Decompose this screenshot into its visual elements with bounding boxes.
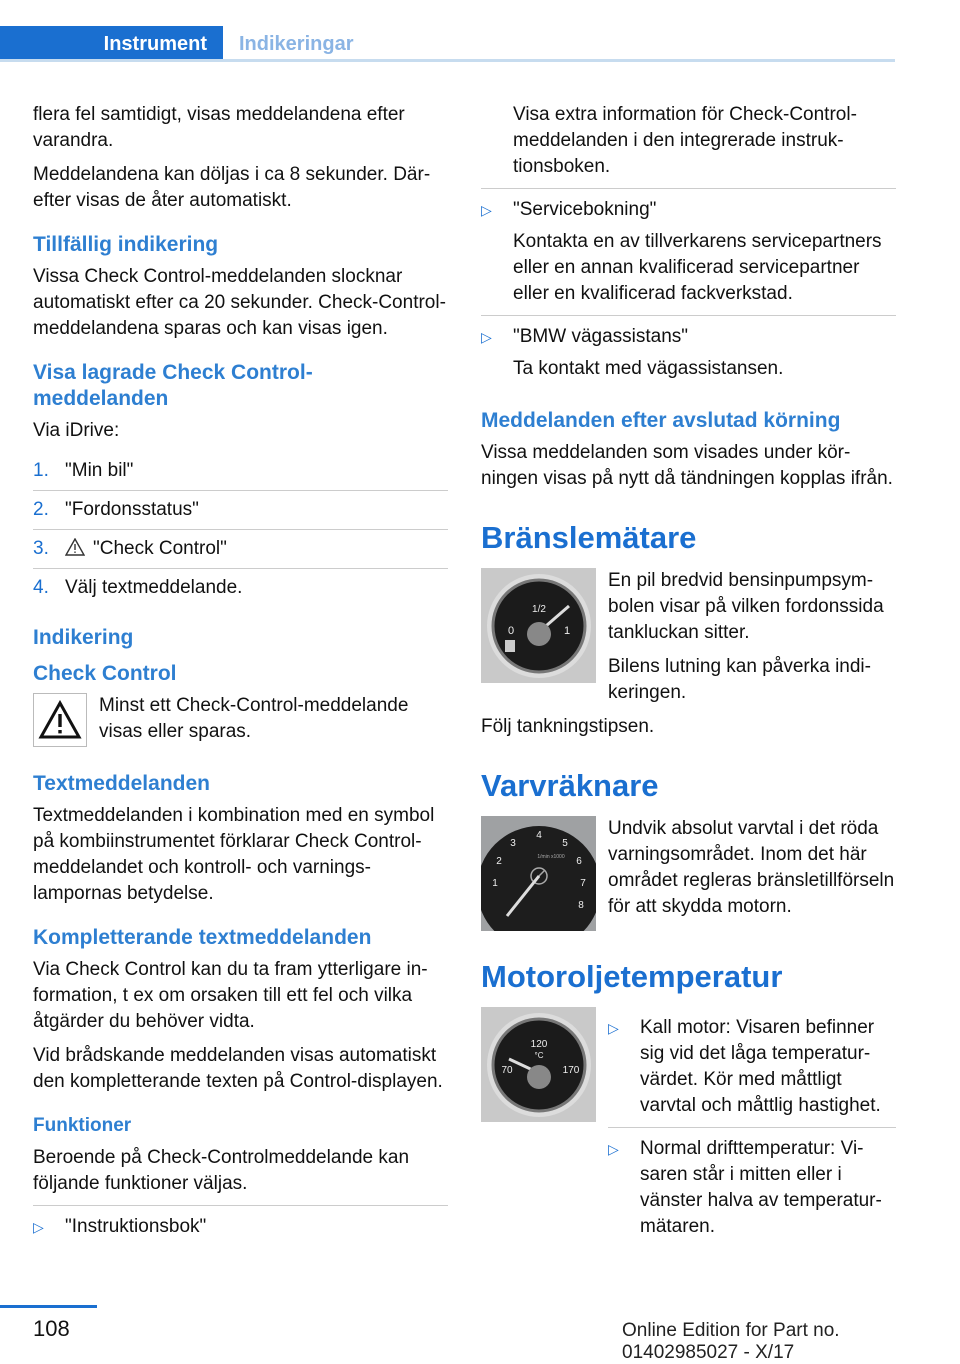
list-item bbox=[33, 568, 448, 607]
tab-instrument[interactable]: Instrument bbox=[0, 26, 223, 62]
list-item bbox=[33, 490, 448, 529]
header-bar bbox=[0, 26, 895, 62]
function-list bbox=[33, 1205, 448, 1248]
list-item bbox=[33, 529, 448, 568]
header-rule bbox=[0, 59, 895, 62]
heading-tillfallig: Tillfällig indikering bbox=[33, 233, 219, 256]
gauge-empty-label: 0 bbox=[507, 624, 514, 637]
heading-varvraknare: Varvräknare bbox=[481, 768, 659, 803]
tach-tick: 4 bbox=[536, 830, 542, 841]
paragraph: Vissa meddelanden som visades under körningen visas på nytt då tändningen kopplas ifrån. bbox=[481, 442, 893, 489]
list-item bbox=[481, 315, 896, 390]
heading-branslematare: Bränslemätare bbox=[481, 520, 697, 555]
fuel-gauge-image bbox=[481, 568, 596, 683]
heading-indikering: Indikering bbox=[33, 626, 134, 649]
oil-temp-list bbox=[608, 1007, 896, 1248]
triangle-bullet-icon: ▷ bbox=[608, 1141, 619, 1157]
left-column bbox=[33, 102, 448, 1248]
oil-gauge-mid-label: 120 bbox=[530, 1038, 547, 1050]
tachometer-row bbox=[481, 816, 896, 931]
triangle-bullet-icon: ▷ bbox=[33, 1219, 44, 1235]
item-text: Kontakta en av tillverkarens servicepartners eller en annan kvalificerad servicepartner eller en kvalificerad fackverkstad. bbox=[513, 231, 882, 304]
list-item bbox=[33, 1205, 448, 1248]
heading-motoroljetemperatur: Motoroljetemperatur bbox=[481, 959, 783, 994]
tach-tick: 5 bbox=[562, 838, 568, 849]
step-number: 3. bbox=[33, 538, 49, 559]
oil-gauge-high-label: 170 bbox=[562, 1064, 579, 1076]
item-title: "Servicebokning" bbox=[513, 199, 657, 220]
footer-rule bbox=[0, 1305, 97, 1308]
paragraph: Vid brådskande meddelanden visas automatiskt den kompletterande texten på Control-displayen. bbox=[33, 1045, 443, 1092]
oil-temp-gauge-image bbox=[481, 1007, 596, 1122]
triangle-bullet-icon: ▷ bbox=[481, 329, 492, 345]
gauge-full-label: 1 bbox=[563, 624, 570, 637]
item-title: "BMW vägassistans" bbox=[513, 326, 689, 347]
heading-funktioner: Funktioner bbox=[33, 1115, 132, 1136]
tach-tick: 8 bbox=[578, 900, 584, 911]
paragraph: Via iDrive: bbox=[33, 420, 120, 441]
edition-text: Online Edition for Part no. 01402985027 - X/17 bbox=[622, 1320, 840, 1363]
heading-lagrade: Visa lagrade Check Control-meddelanden bbox=[33, 361, 313, 410]
tachometer-image bbox=[481, 816, 596, 931]
paragraph: Via Check Control kan du ta fram ytterligare information, t ex om orsaken till ett fel och vilka åtgärder du behöver vidta. bbox=[33, 959, 428, 1032]
step-number: 1. bbox=[33, 460, 49, 481]
gauge-half-label: 1/2 bbox=[531, 603, 546, 615]
item-text: Normal drifttemperatur: Visaren står i mitten eller i vänster halva av temperaturmätaren. bbox=[640, 1138, 882, 1237]
fuel-gauge-row bbox=[481, 568, 896, 714]
item-text: Kall motor: Visaren befinner sig vid det låga temperaturvärdet. Kör med måttligt varvtal och måttlig hastighet. bbox=[640, 1017, 881, 1116]
list-item bbox=[481, 188, 896, 315]
tach-unit: 1/min x1000 bbox=[537, 854, 565, 860]
list-item bbox=[33, 452, 448, 490]
fuel-gauge-text bbox=[608, 568, 896, 714]
paragraph: Följ tankningstipsen. bbox=[481, 716, 655, 737]
heading-check-control: Check Control bbox=[33, 662, 177, 685]
paragraph: En pil bredvid bensinpumpsymbolen visar på vilken fordonssida tankluckan sitter. bbox=[608, 570, 884, 643]
heading-textmeddelanden: Textmeddelanden bbox=[33, 772, 210, 795]
paragraph: Textmeddelanden i kombination med en symbol på kombiinstrumentet förklarar Check Control-meddelandet och kontroll- och varningslampornas betydelse. bbox=[33, 805, 435, 904]
step-number: 4. bbox=[33, 577, 49, 598]
list-item bbox=[608, 1127, 896, 1248]
triangle-bullet-icon: ▷ bbox=[608, 1020, 619, 1036]
tach-tick: 7 bbox=[580, 878, 586, 889]
paragraph: Meddelandena kan döljas i ca 8 sekunder. Därefter visas de åter automatiskt. bbox=[33, 164, 431, 211]
step-text: "Min bil" bbox=[65, 460, 134, 481]
paragraph: Minst ett Check-Control-meddelande visas eller sparas. bbox=[99, 695, 409, 742]
paragraph: Beroende på Check-Controlmeddelande kan följande funktioner väljas. bbox=[33, 1147, 410, 1194]
right-column bbox=[481, 102, 896, 1248]
tach-tick: 1 bbox=[492, 878, 498, 889]
item-title: "Instruktionsbok" bbox=[65, 1216, 207, 1237]
oil-gauge-unit: °C bbox=[534, 1050, 543, 1060]
tab-indikeringar[interactable]: Indikeringar bbox=[239, 33, 354, 55]
oil-temp-row bbox=[481, 1007, 896, 1248]
list-item bbox=[608, 1007, 896, 1127]
paragraph: Undvik absolut varvtal i det röda varningsområdet. Inom det här området regleras bränsletillförseln för att skydda motorn. bbox=[608, 818, 895, 917]
heading-kompletterande: Kompletterande textmeddelanden bbox=[33, 926, 372, 949]
item-text: Ta kontakt med vägassistansen. bbox=[513, 358, 784, 379]
tach-tick: 6 bbox=[576, 856, 582, 867]
tach-tick: 2 bbox=[496, 856, 502, 867]
steps-list bbox=[33, 452, 448, 607]
step-text: Välj textmeddelande. bbox=[65, 577, 243, 598]
warning-icon bbox=[33, 693, 87, 747]
triangle-bullet-icon: ▷ bbox=[481, 202, 492, 218]
paragraph: flera fel samtidigt, visas meddelandena efter varandra. bbox=[33, 104, 405, 151]
heading-meddelanden-efter: Meddelanden efter avslutad körning bbox=[481, 409, 841, 432]
check-control-row bbox=[33, 693, 448, 747]
oil-gauge-low-label: 70 bbox=[500, 1064, 513, 1076]
paragraph: Vissa Check Control-meddelanden slocknar automatiskt efter ca 20 sekunder. Check-Control-meddelandena sparas och kan visas igen. bbox=[33, 266, 446, 339]
page-number: 108 bbox=[33, 1316, 70, 1341]
step-number: 2. bbox=[33, 499, 49, 520]
tach-tick: 3 bbox=[510, 838, 516, 849]
step-text: "Check Control" bbox=[93, 538, 227, 559]
paragraph: Bilens lutning kan påverka indikeringen. bbox=[608, 656, 871, 703]
warning-icon bbox=[65, 538, 85, 556]
function-list bbox=[481, 188, 896, 390]
paragraph: Visa extra information för Check-Control-meddelanden i den integrerade instruktionsboken. bbox=[513, 104, 857, 177]
step-text: "Fordonsstatus" bbox=[65, 499, 199, 520]
